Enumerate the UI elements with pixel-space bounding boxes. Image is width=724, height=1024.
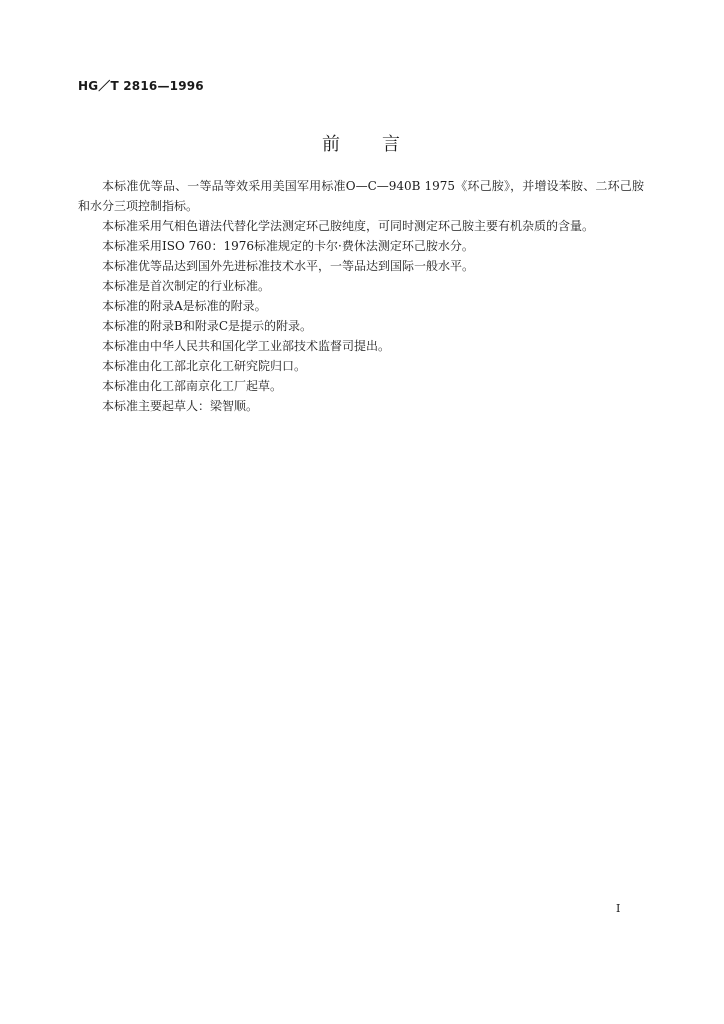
paragraph-gc-method: 本标准采用气相色谱法代替化学法测定环己胺纯度，可同时测定环己胺主要有机杂质的含量。 xyxy=(102,219,595,233)
paragraph-annex-a: 本标准的附录A是标准的附录。 xyxy=(102,299,267,313)
page-title xyxy=(0,133,724,157)
paragraph-quality-level: 本标准优等品达到国外先进标准技术水平，一等品达到国际一般水平。 xyxy=(102,259,475,273)
title-char-2: 言 xyxy=(382,134,402,155)
title-char-1: 前 xyxy=(322,134,342,155)
paragraph-drafters: 本标准主要起草人：梁智顺。 xyxy=(102,399,259,413)
paragraph-managed-by: 本标准由化工部北京化工研究院归口。 xyxy=(102,359,307,373)
paragraph-proposed-by: 本标准由中华人民共和国化学工业部技术监督司提出。 xyxy=(102,339,391,353)
paragraph-first-edition: 本标准是首次制定的行业标准。 xyxy=(102,279,271,293)
paragraph-adoption: 本标准优等品、一等品等效采用美国军用标准O—C—940B 1975《环己胺》，并增设苯胺、二环己胺和水分三项控制指标。 xyxy=(78,179,644,213)
standard-code: HG／T 2816—1996 xyxy=(78,79,204,93)
paragraph-drafted-by: 本标准由化工部南京化工厂起草。 xyxy=(102,379,283,393)
page-number: I xyxy=(616,902,621,915)
paragraph-annex-b-c: 本标准的附录B和附录C是提示的附录。 xyxy=(102,319,313,333)
foreword-body xyxy=(78,176,644,416)
paragraph-water-method: 本标准采用ISO 760：1976标准规定的卡尔·费休法测定环己胺水分。 xyxy=(102,239,474,253)
